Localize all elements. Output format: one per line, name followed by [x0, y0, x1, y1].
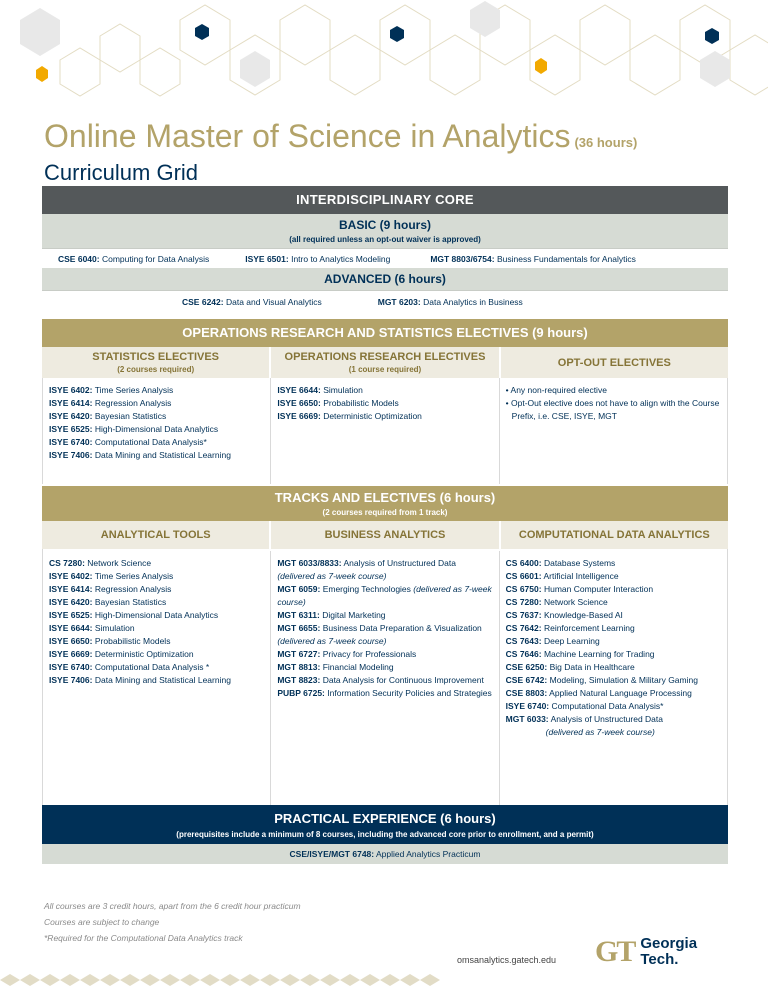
optout-list — [500, 378, 727, 484]
title-text: Online Master of Science in Analytics — [44, 118, 571, 154]
analytical-tools-head: ANALYTICAL TOOLS — [42, 521, 271, 549]
orstat-columns — [42, 378, 728, 484]
footnotes — [44, 898, 301, 946]
list-item: ISYE 6525: High-Dimensional Data Analytics — [49, 610, 219, 620]
footnote: Courses are subject to change — [44, 917, 160, 927]
list-item: ISYE 7406: Data Mining and Statistical Learning — [49, 675, 231, 685]
list-item: MGT 8813: Financial Modeling — [277, 662, 394, 672]
list-item: MGT 6033: Analysis of Unstructured Data (delivered as 7-week course) — [505, 714, 664, 737]
business-list — [271, 551, 499, 805]
list-item: ISYE 6414: Regression Analysis — [49, 584, 172, 594]
list-item: CS 7637: Knowledge-Based AI — [505, 610, 623, 620]
list-item: MGT 6059: Emerging Technologies (delivered as 7-week course) — [277, 584, 492, 607]
basic-note: (all required unless an opt-out waiver is approved) — [289, 235, 481, 244]
basic-courses-row — [42, 248, 728, 268]
course-cse6040: CSE 6040: Computing for Data Analysis — [58, 253, 210, 264]
page-title — [44, 118, 637, 155]
tracks-note: (2 courses required from 1 track) — [322, 508, 448, 517]
business-analytics-head: BUSINESS ANALYTICS — [271, 521, 500, 549]
website-link[interactable]: omsanalytics.gatech.edu — [457, 955, 557, 965]
or-electives-head: OPERATIONS RESEARCH ELECTIVES (1 course required) — [271, 347, 500, 378]
orstat-header: OPERATIONS RESEARCH AND STATISTICS ELECTIVES (9 hours) — [42, 319, 728, 347]
list-item: ISYE 7406: Data Mining and Statistical Learning — [49, 450, 231, 460]
list-item: CSE 6742: Modeling, Simulation & Military Gaming — [505, 675, 698, 685]
footnote: *Required for the Computational Data Analytics track — [44, 933, 243, 943]
list-item: ISYE 6644: Simulation — [49, 623, 135, 633]
list-item: PUBP 6725: Information Security Policies and Strategies — [277, 688, 492, 698]
list-item: ISYE 6740: Computational Data Analysis* — [49, 437, 207, 447]
or-list — [271, 378, 499, 484]
list-item: MGT 6033/8833: Analysis of Unstructured Data (delivered as 7-week course) — [277, 558, 456, 581]
practical-note: (prerequisites include a minimum of 8 courses, including the advanced core prior to enrollment, and a permit) — [176, 830, 594, 839]
practical-title: PRACTICAL EXPERIENCE (6 hours) — [274, 811, 496, 826]
advanced-courses-row — [42, 290, 728, 312]
practical-course: CSE/ISYE/MGT 6748: Applied Analytics Practicum — [42, 844, 728, 864]
list-item: CS 6400: Database Systems — [505, 558, 616, 568]
basic-core — [42, 214, 728, 248]
list-item: ISYE 6402: Time Series Analysis — [49, 385, 174, 395]
list-item: MGT 6311: Digital Marketing — [277, 610, 386, 620]
list-item: CSE 8803: Applied Natural Language Processing — [505, 688, 692, 698]
list-item: ISYE 6669: Deterministic Optimization — [49, 649, 194, 659]
tracks-columns — [42, 549, 728, 805]
computational-head: COMPUTATIONAL DATA ANALYTICS — [518, 529, 710, 541]
page-subtitle: Curriculum Grid — [44, 160, 199, 185]
advanced-title: ADVANCED (6 hours) — [324, 272, 446, 286]
list-item: ISYE 6740: Computational Data Analysis* — [505, 701, 664, 711]
list-item: CS 6601: Artificial Intelligence — [505, 571, 619, 581]
diamond-border-pattern — [0, 970, 440, 990]
course-isye6501: ISYE 6501: Intro to Analytics Modeling — [245, 253, 391, 264]
list-item: MGT 8823: Data Analysis for Continuous Improvement — [277, 675, 484, 685]
list-item: MGT 6727: Privacy for Professionals — [277, 649, 417, 659]
tracks-title: TRACKS AND ELECTIVES (6 hours) — [274, 490, 496, 505]
list-item: CS 7280: Network Science — [505, 597, 608, 607]
list-item: ISYE 6420: Bayesian Statistics — [49, 597, 167, 607]
list-item: CS 7280: Network Science — [49, 558, 152, 568]
stats-electives-head: STATISTICS ELECTIVES (2 courses required) — [42, 347, 271, 378]
list-item: • Any non-required elective — [505, 385, 607, 395]
gt-monogram: GT — [595, 935, 635, 968]
list-item: ISYE 6402: Time Series Analysis — [49, 571, 174, 581]
list-item: CS 6750: Human Computer Interaction — [505, 584, 654, 594]
list-item: CS 7646: Machine Learning for Trading — [505, 649, 655, 659]
core-header: INTERDISCIPLINARY CORE — [42, 186, 728, 214]
basic-title: BASIC (9 hours) — [338, 218, 431, 232]
list-item: CS 7642: Reinforcement Learning — [505, 623, 635, 633]
list-item: ISYE 6740: Computational Data Analysis * — [49, 662, 210, 672]
orstat-column-heads — [42, 347, 728, 378]
logo-wordmark: Georgia Tech. — [640, 935, 698, 968]
hexagon-banner — [0, 0, 768, 110]
course-mgt8803: MGT 8803/6754: Business Fundamentals for Analytics — [430, 253, 636, 264]
list-item: CSE 6250: Big Data in Healthcare — [505, 662, 635, 672]
list-item: ISYE 6644: Simulation — [277, 385, 363, 395]
title-hours: (36 hours) — [574, 135, 638, 150]
stats-list — [43, 378, 271, 484]
optout-electives-head: OPT-OUT ELECTIVES — [557, 357, 671, 369]
curriculum-grid — [42, 186, 728, 864]
tracks-column-heads — [42, 521, 728, 549]
list-item: MGT 6655: Business Data Preparation & Visualization (delivered as 7-week course) — [277, 623, 482, 646]
list-item: CS 7643: Deep Learning — [505, 636, 600, 646]
analytical-list — [43, 551, 271, 805]
practical-header — [42, 805, 728, 844]
list-item: ISYE 6525: High-Dimensional Data Analytics — [49, 424, 219, 434]
footnote: All courses are 3 credit hours, apart from the 6 credit hour practicum — [44, 901, 301, 911]
advanced-core — [42, 268, 728, 290]
list-item: ISYE 6650: Probabilistic Models — [49, 636, 171, 646]
list-item: • Opt-Out elective does not have to align with the Course Prefix, i.e. CSE, ISYE, MGT — [505, 398, 720, 421]
computational-list — [500, 551, 727, 805]
tracks-header — [42, 486, 728, 521]
list-item: ISYE 6414: Regression Analysis — [49, 398, 172, 408]
list-item: ISYE 6650: Probabilistic Models — [277, 398, 399, 408]
list-item: ISYE 6420: Bayesian Statistics — [49, 411, 167, 421]
course-mgt6203: MGT 6203: Data Analytics in Business — [377, 296, 523, 307]
list-item: ISYE 6669: Deterministic Optimization — [277, 411, 422, 421]
georgia-tech-logo — [595, 935, 697, 969]
course-cse6242: CSE 6242: Data and Visual Analytics — [182, 296, 322, 307]
